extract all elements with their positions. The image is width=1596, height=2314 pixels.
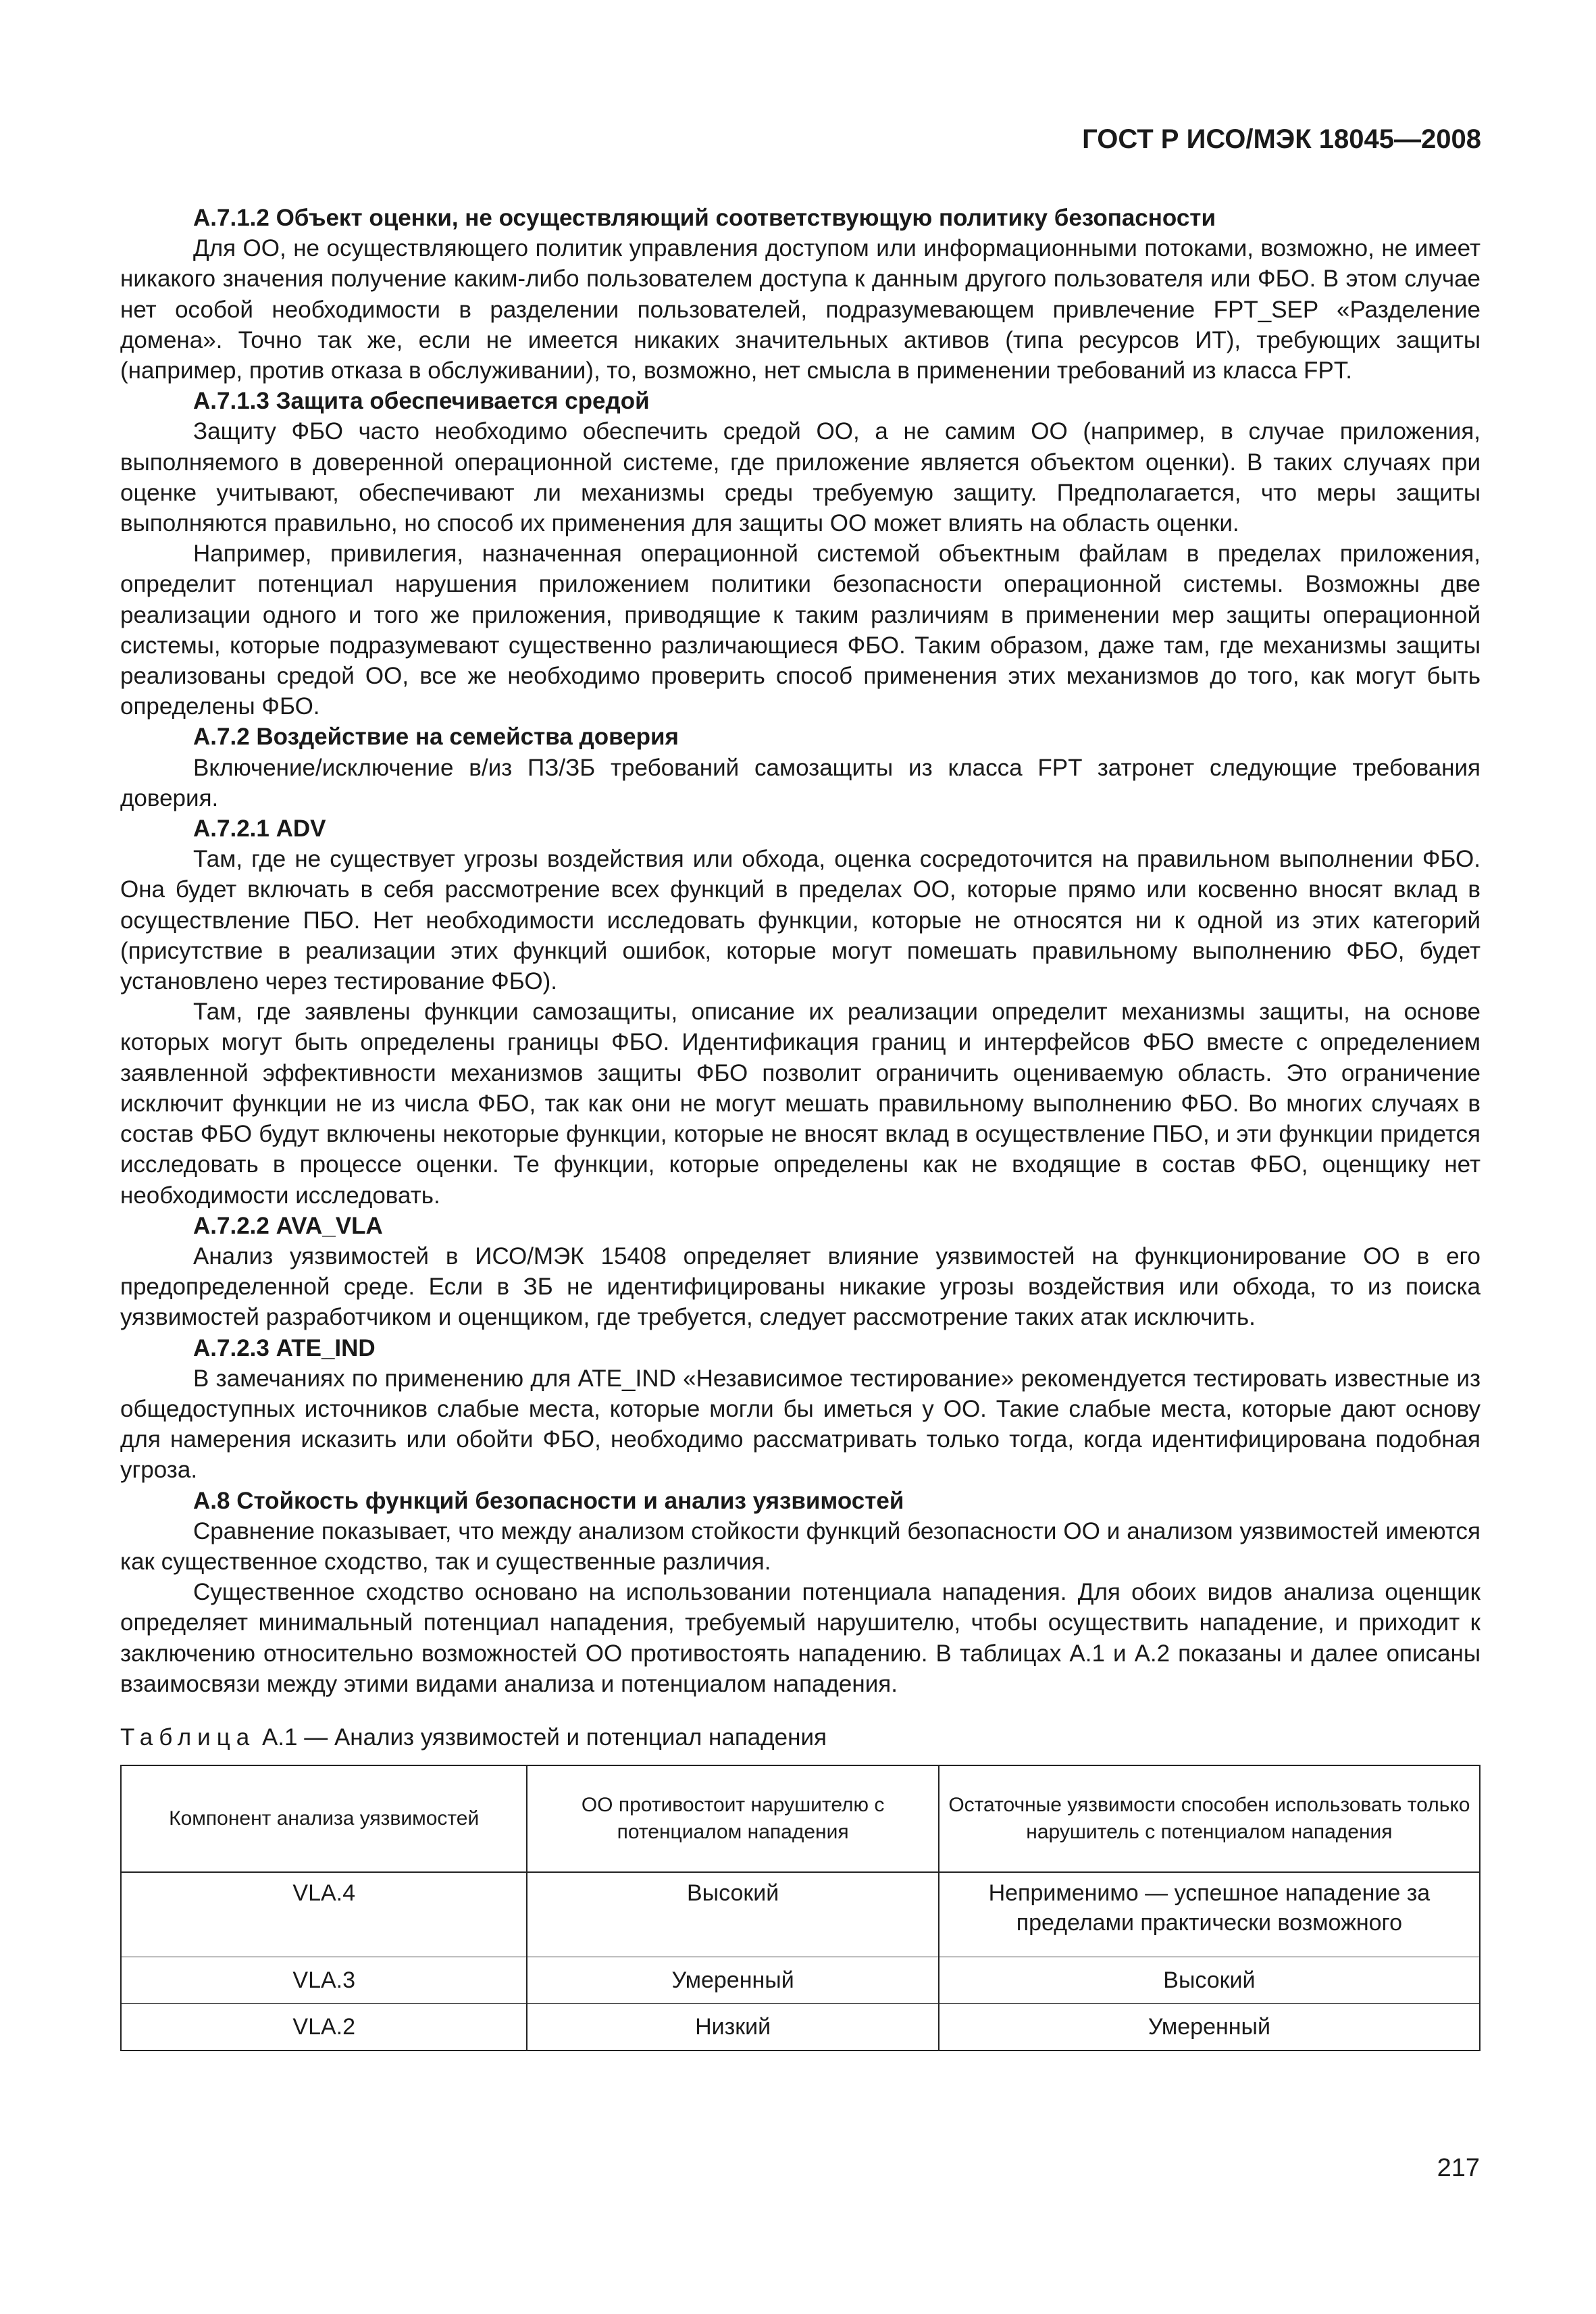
document-header: ГОСТ Р ИСО/МЭК 18045—2008 [1082, 124, 1481, 154]
table-cell: Неприменимо — успешное нападение за пределами практически возможного [939, 1872, 1480, 1957]
section-heading-a7-2-1: А.7.2.1 ADV [193, 815, 326, 842]
table-row [121, 2003, 1480, 2051]
table-cell: Низкий [527, 2003, 938, 2051]
body-paragraph: Анализ уязвимостей в ИСО/МЭК 15408 определяет влияние уязвимостей на функционирование ОО в его предопределенной среде. Если в ЗБ не идентифицированы никакие угрозы воздействия или обхода, то из поиска уязвимостей разработчиком и оценщиком, где требуется, следует рассмотрение таких атак исключить. [120, 1242, 1481, 1331]
table-row [121, 1872, 1480, 1957]
table-cell: Высокий [527, 1872, 938, 1957]
column-header-toe-resists: ОО противостоит нарушителю с потенциалом нападения [527, 1765, 938, 1872]
body-paragraph: Существенное сходство основано на использовании потенциала нападения. Для обоих видов анализа оценщик определяет минимальный потенциал нападения, требуемый нарушителю, чтобы осуществить нападение, и приходит к заключению относительно возможностей ОО противостоять нападению. В таблицах А.1 и А.2 показаны и далее описаны взаимосвязи между этими видами анализа и потенциалом нападения. [120, 1579, 1481, 1697]
section-heading-a7-1-3: А.7.1.3 Защита обеспечивается средой [193, 388, 650, 415]
table-cell: VLA.2 [121, 2003, 527, 2051]
section-heading-a7-2: А.7.2 Воздействие на семейства доверия [193, 724, 679, 751]
table-caption [120, 1722, 1481, 1753]
table-cell: VLA.4 [121, 1872, 527, 1957]
table-cell: Высокий [939, 1957, 1480, 2003]
body-paragraph: Включение/исключение в/из ПЗ/ЗБ требований самозащиты из класса FPT затронет следующие требования доверия. [120, 754, 1481, 811]
table-caption-title: А.1 — Анализ уязвимостей и потенциал нападения [255, 1724, 827, 1751]
section-heading-a7-1-2: А.7.1.2 Объект оценки, не осуществляющий соответствующую политику безопасности [193, 205, 1216, 231]
document-body [120, 203, 1481, 2051]
section-heading-a7-2-3: А.7.2.3 ATE_IND [193, 1334, 376, 1361]
page-number: 217 [1437, 2154, 1480, 2182]
table-cell: Умеренный [527, 1957, 938, 2003]
vulnerability-table [120, 1765, 1481, 2051]
section-heading-a8: А.8 Стойкость функций безопасности и анализ уязвимостей [193, 1487, 904, 1514]
table-cell: VLA.3 [121, 1957, 527, 2003]
table-header-row [121, 1765, 1480, 1872]
body-paragraph: Сравнение показывает, что между анализом стойкости функций безопасности ОО и анализом уязвимостей имеются как существенное сходство, так и существенные различия. [120, 1517, 1481, 1575]
body-paragraph: Защиту ФБО часто необходимо обеспечить средой ОО, а не самим ОО (например, в случае приложения, выполняемого в доверенной операционной системе, где приложение является объектом оценки). В таких случаях при оценке учитывают, обеспечивают ли механизмы среды требуемую защиту. Предполагается, что меры защиты выполняются правильно, но способ их применения для защиты ОО может влиять на область оценки. [120, 418, 1481, 537]
table-row [121, 1957, 1480, 2003]
body-paragraph: Там, где не существует угрозы воздействия или обхода, оценка сосредоточится на правильном выполнении ФБО. Она будет включать в себя рассмотрение всех функций в пределах ОО, которые прямо или косвенно вносят вклад в осуществление ПБО. Нет необходимости исследовать функции, которые не относятся ни к одной из этих категорий (присутствие в реализации этих функций ошибок, которые могут помешать правильному выполнению ФБО, будет установлено через тестирование ФБО). [120, 846, 1481, 995]
body-paragraph: Например, привилегия, назначенная операционной системой объектным файлам в пределах приложения, определит потенциал нарушения приложением политики безопасности операционной системы. Возможны две реализации одного и того же приложения, приводящие к таким различиям в применении мер защиты операционной системы, которые подразумевают существенно различающиеся ФБО. Таким образом, даже там, где механизмы защиты реализованы средой ОО, все же необходимо проверить способ применения этих механизмов до того, как могут быть определены ФБО. [120, 540, 1481, 720]
body-paragraph: В замечаниях по применению для ATE_IND «Независимое тестирование» рекомендуется тестировать известные из общедоступных источников слабые места, которые могли бы иметься у ОО. Такие слабые места, которые дают основу для намерения исказить или обойти ФБО, необходимо рассматривать только тогда, когда идентифицирована подобная угроза. [120, 1365, 1481, 1484]
column-header-component: Компонент анализа уязвимостей [121, 1765, 527, 1872]
body-paragraph: Для ОО, не осуществляющего политик управления доступом или информационными потоками, возможно, не имеет никакого значения получение каким-либо пользователем доступа к данным другого пользователя или ФБО. В этом случае нет особой необходимости в разделении пользователей, подразумевающем привлечение FPT_SEP «Разделение домена». Точно так же, если не имеется никаких значительных активов (типа ресурсов ИТ), требующих защиты (например, против отказа в обслуживании), то, возможно, нет смысла в применении требований из класса FPT. [120, 235, 1481, 384]
section-heading-a7-2-2: А.7.2.2 AVA_VLA [193, 1212, 383, 1239]
column-header-residual-vulnerabilities: Остаточные уязвимости способен использовать только нарушитель с потенциалом нападения [939, 1765, 1480, 1872]
body-paragraph: Там, где заявлены функции самозащиты, описание их реализации определит механизмы защиты, на основе которых могут быть определены границы ФБО. Идентификация границ и интерфейсов ФБО вместе с определением заявленной эффективности механизмов защиты ФБО позволит ограничить оцениваемую область. Это ограничение исключит функции не из числа ФБО, так как они не могут мешать правильному выполнению ФБО. Во многих случаях в состав ФБО будут включены некоторые функции, которые не вносят вклад в осуществление ПБО, и эти функции придется исследовать в процессе оценки. Те функции, которые определены как не входящие в состав ФБО, оценщику нет необходимости исследовать. [120, 999, 1481, 1209]
table-cell: Умеренный [939, 2003, 1480, 2051]
table-caption-word: Таблица [120, 1724, 256, 1751]
